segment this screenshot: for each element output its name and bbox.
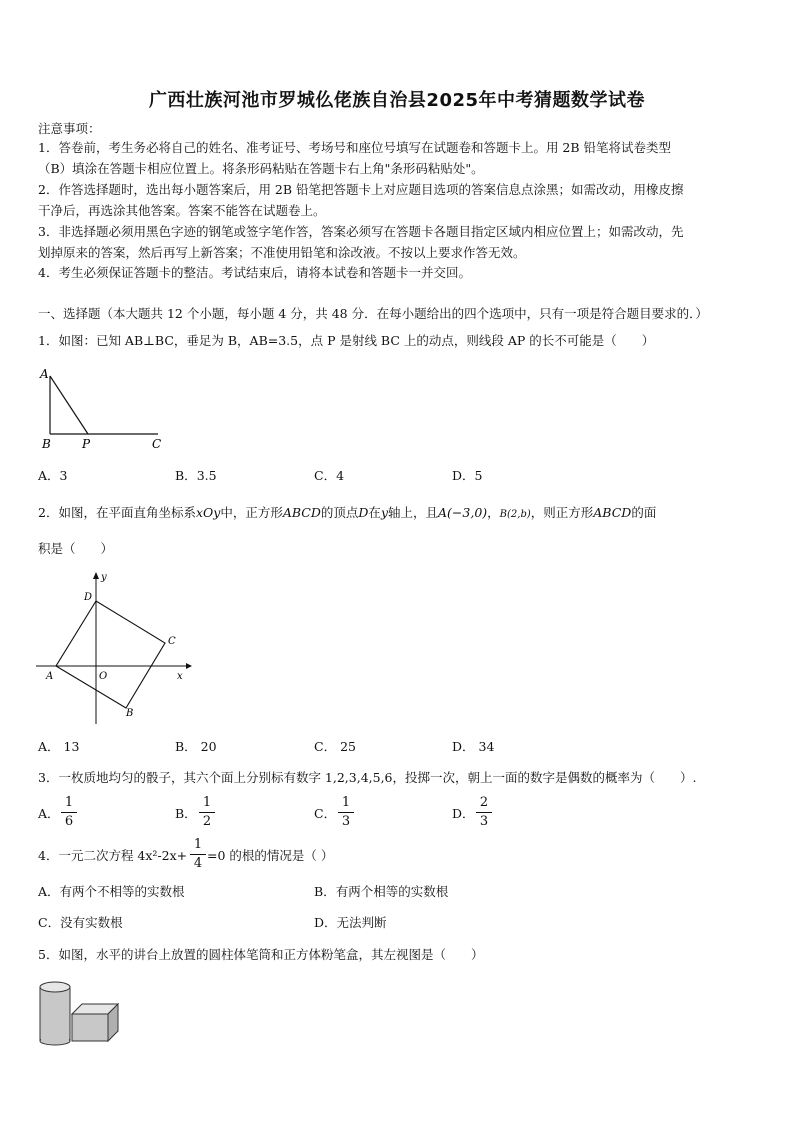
q3-option-a-fraction: 1 6: [61, 795, 77, 830]
q3-option-b-letter: B．: [175, 806, 197, 821]
q2-option-a: A． 13: [38, 739, 80, 754]
notice-line-3: 2．作答选择题时，选出每小题答案后，用 2B 铅笔把答题卡上对应题目选项的答案信息点涂黑；如需改动，用橡皮擦: [38, 182, 684, 197]
q1-figure: [36, 362, 171, 456]
q1-option-d: D．5: [452, 468, 483, 483]
q2-label-y: y: [101, 572, 107, 583]
q3-option-c-fraction: 1 3: [338, 795, 354, 830]
q1-option-a: A．3: [38, 468, 68, 483]
q3-option-c-letter: C．: [314, 806, 337, 821]
q3-option-d-fraction: 2 3: [476, 795, 492, 830]
q4-option-b: B．有两个相等的实数根: [314, 884, 449, 899]
q2-option-c: C． 25: [314, 739, 356, 754]
notice-line-6: 划掉原来的答案，然后再写上新答案；不准使用铅笔和涂改液。不按以上要求作答无效。: [38, 245, 526, 260]
q2-figure: [36, 570, 196, 732]
q2-label-d: D: [84, 592, 93, 603]
q1-label-p: P: [82, 437, 91, 451]
q4-option-d: D．无法判断: [314, 915, 387, 930]
q4-stem-post: =0 的根的情况是（ ）: [207, 848, 334, 863]
q4-option-a: A．有两个不相等的实数根: [38, 884, 185, 899]
section-heading: 一、选择题（本大题共 12 个小题，每小题 4 分，共 48 分．在每小题给出的四个选项中，只有一项是符合题目要求的．）: [38, 306, 708, 321]
q2-label-o: O: [99, 671, 108, 682]
q1-option-b: B．3.5: [175, 468, 217, 483]
q1-stem: 1．如图：已知 AB⊥BC，垂足为 B，AB=3.5，点 P 是射线 BC 上的动点，则线段 AP 的长不可能是（ ）: [38, 333, 655, 348]
q1-label-a: A: [40, 367, 49, 381]
notice-line-2: （B）填涂在答题卡相应位置上。将条形码粘贴在答题卡右上角"条形码粘贴处"。: [38, 161, 484, 176]
q3-option-b-fraction: 1 2: [199, 795, 215, 830]
q2-label-a: A: [46, 671, 54, 682]
notice-line-7: 4．考生必须保证答题卡的整洁。考试结束后，请将本试卷和答题卡一并交回。: [38, 265, 471, 280]
q4-fraction: 1 4: [190, 837, 206, 872]
q4-option-c: C．没有实数根: [38, 915, 123, 930]
q5-stem: 5．如图，水平的讲台上放置的圆柱体笔筒和正方体粉笔盒，其左视图是（ ）: [38, 947, 484, 962]
q3-option-a-letter: A．: [38, 806, 60, 821]
q2-label-b: B: [126, 708, 134, 719]
notice-heading: 注意事项：: [38, 121, 101, 136]
q2-label-x: x: [177, 671, 183, 682]
notice-line-5: 3．非选择题必须用黑色字迹的钢笔或签字笔作答，答案必须写在答题卡各题目指定区域内相应位置上；如需改动，先: [38, 224, 684, 239]
q2-stem: 2．如图，在平面直角坐标系xOy中，正方形ABCD的顶点D在y轴上，且A(−3,0)，B(2,b)，则正方形ABCD的面: [38, 505, 657, 520]
notice-line-4: 干净后，再选涂其他答案。答案不能答在试题卷上。: [38, 203, 326, 218]
q2-label-c: C: [168, 636, 176, 647]
q2-option-b: B． 20: [175, 739, 217, 754]
q2-stem-line2: 积是（ ）: [38, 541, 114, 556]
q5-figure: [36, 978, 126, 1052]
q3-stem: 3．一枚质地均匀的骰子，其六个面上分别标有数字 1,2,3,4,5,6，投掷一次，朝上一面的数字是偶数的概率为（ ）.: [38, 770, 697, 785]
notice-line-1: 1．答卷前，考生务必将自己的姓名、准考证号、考场号和座位号填写在试题卷和答题卡上。用 2B 铅笔将试卷类型: [38, 140, 672, 155]
q3-option-d-letter: D．: [452, 806, 475, 821]
q2-option-d: D． 34: [452, 739, 495, 754]
page-title: 广西壮族河池市罗城仫佬族自治县2025年中考猜题数学试卷: [148, 90, 646, 111]
q1-option-c: C．4: [314, 468, 345, 483]
q1-label-c: C: [152, 437, 162, 451]
q4-stem-pre: 4．一元二次方程 4x²-2x+: [38, 848, 188, 863]
q1-label-b: B: [42, 437, 51, 451]
